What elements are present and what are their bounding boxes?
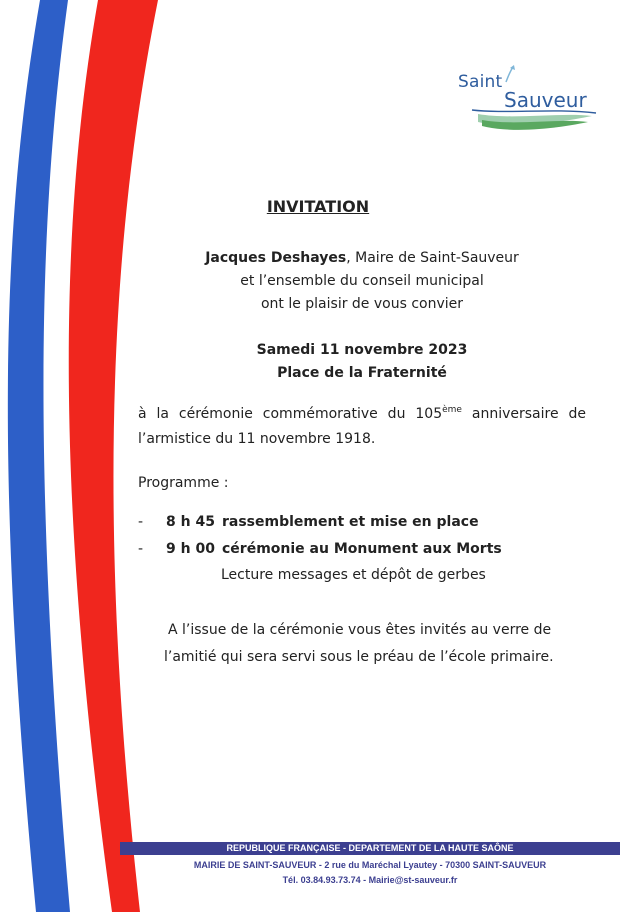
- bullet-dash: -: [138, 514, 144, 530]
- bullet-dash: -: [138, 541, 144, 557]
- logo-word-saint: Saint: [458, 72, 503, 92]
- programme-label: Programme :: [138, 475, 229, 491]
- invitation-title: INVITATION: [266, 197, 370, 216]
- host-block: [200, 247, 524, 316]
- logo-word-sauveur: Sauveur: [504, 88, 587, 112]
- event-date: Samedi 11 novembre 2023: [256, 342, 468, 358]
- programme-subitem: Lecture messages et dépôt de gerbes: [221, 567, 486, 583]
- event-place: Place de la Fraternité: [277, 365, 447, 381]
- programme-description: cérémonie au Monument aux Morts: [222, 541, 502, 557]
- programme-time: 8 h 45: [166, 514, 215, 530]
- ceremony-paragraph: à la cérémonie commémorative du 105ème anniversaire de l’armistice du 11 novembre 1918.: [138, 405, 587, 447]
- saint-sauveur-logo: [452, 64, 602, 134]
- host-line-2: et l’ensemble du conseil municipal: [240, 273, 484, 289]
- closing-line-2: l’amitié qui sera servi sous le préau de l’école primaire.: [164, 649, 554, 665]
- footer-address-line: MAIRIE DE SAINT-SAUVEUR - 2 rue du Maréchal Lyautey - 70300 SAINT-SAUVEUR: [193, 860, 547, 870]
- host-title: , Maire de Saint-Sauveur: [346, 250, 519, 266]
- closing-paragraph: [164, 617, 588, 671]
- host-line-3: ont le plaisir de vous convier: [260, 296, 464, 312]
- event-when-where: [200, 339, 524, 385]
- programme-description: rassemblement et mise en place: [222, 514, 479, 530]
- footer-contact-line: Tél. 03.84.93.73.74 - Mairie@st-sauveur.fr: [282, 875, 458, 885]
- footer-republic-line: REPUBLIQUE FRANÇAISE - DEPARTEMENT DE LA HAUTE SAÔNE: [226, 843, 514, 853]
- closing-line-1: A l’issue de la cérémonie vous êtes invités au verre de: [168, 622, 552, 638]
- ordinal-superscript: ème: [442, 405, 462, 415]
- programme-time: 9 h 00: [166, 541, 215, 557]
- tricolor-ribbon-decoration: [0, 0, 200, 912]
- host-name: Jacques Deshayes: [205, 250, 347, 266]
